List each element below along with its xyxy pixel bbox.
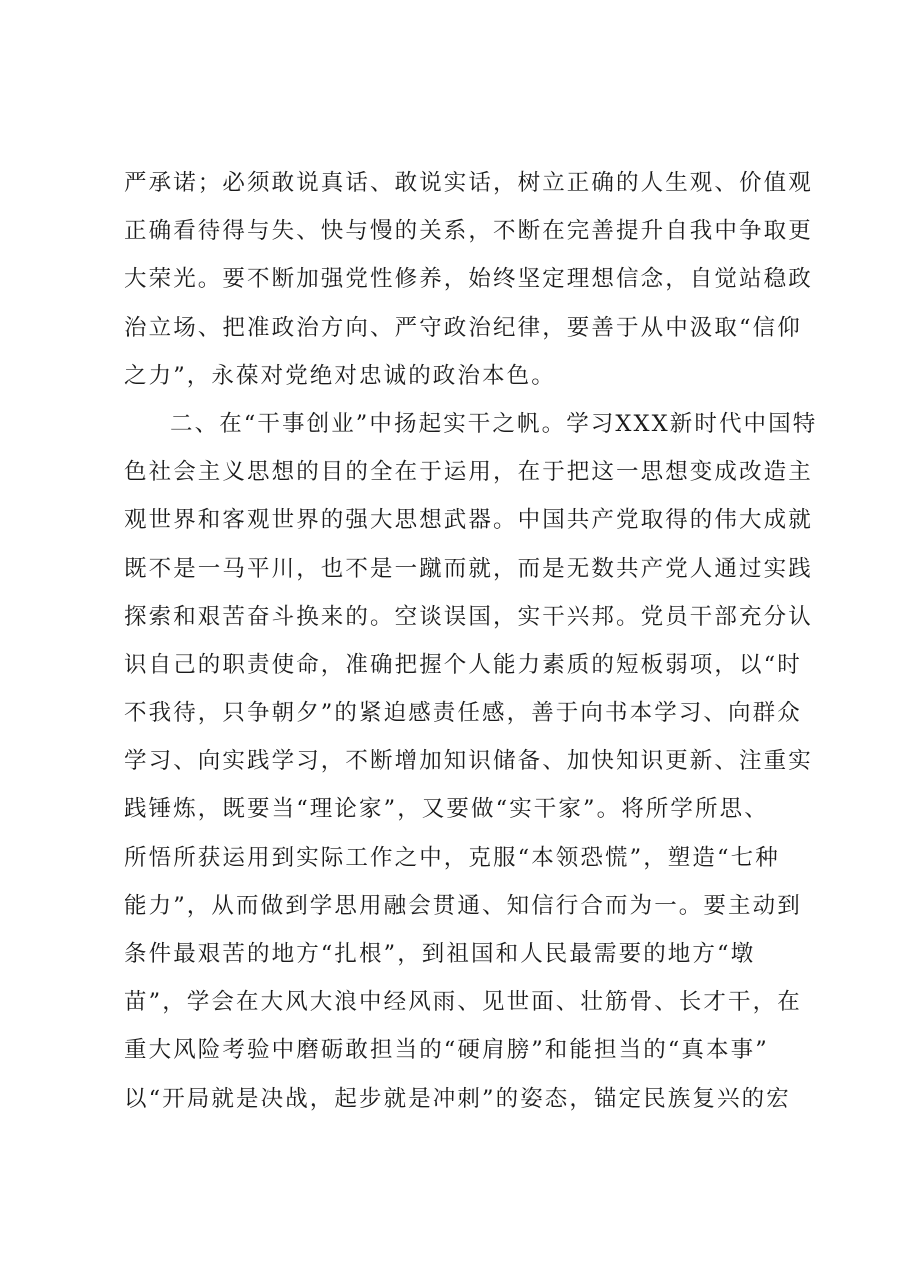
text-line: 不我待，只争朝夕”的紧迫感责任感，善于向书本学习、向群众 — [124, 700, 802, 727]
text-line: 治立场、把准政治方向、严守政治纪律，要善于从中汲取“信仰 — [124, 314, 802, 341]
text-line: 观世界和客观世界的强大思想武器。中国共产党取得的伟大成就 — [124, 507, 813, 534]
text-line: 苗”，学会在大风大浪中经风雨、见世面、壮筋骨、长才干，在 — [124, 989, 802, 1016]
text-line: 既不是一马平川，也不是一蹴而就，而是无数共产党人通过实践 — [124, 555, 813, 582]
text-line: 色社会主义思想的目的全在于运用，在于把这一思想变成改造主 — [124, 459, 813, 486]
text-line: 以“开局就是决战，起步就是冲刺”的姿态，锚定民族复兴的宏 — [124, 1085, 791, 1112]
text-line: 条件最艰苦的地方“扎根”，到祖国和人民最需要的地方“墩 — [124, 941, 756, 967]
text-line: 践锤炼，既要当“理论家”，又要做“实干家”。将所学所思、 — [124, 796, 769, 823]
text-line: 重大风险考验中磨砺敢担当的“硬肩膀”和能担当的“真本事” — [124, 1037, 769, 1064]
text-line: 探索和艰苦奋斗换来的。空谈误国，实干兴邦。党员干部充分认 — [124, 603, 813, 630]
text-line: 识自己的职责使命，准确把握个人能力素质的短板弱项，以“时 — [124, 651, 802, 678]
text-line: 学习、向实践学习，不断增加知识储备、加快知识更新、注重实 — [124, 748, 813, 775]
section-heading-line: 二、在“干事创业”中扬起实干之帆。学习XXX新时代中国特 — [170, 410, 818, 437]
text-line: 所悟所获运用到实际工作之中，克服“本领恐慌”，塑造“七种 — [124, 844, 780, 871]
text-line: 正确看待得与失、快与慢的关系，不断在完善提升自我中争取更 — [124, 218, 813, 245]
text-line: 能力”，从而做到学思用融会贯通、知信行合而为一。要主动到 — [124, 892, 802, 919]
text-line: 严承诺；必须敢说真话、敢说实话，树立正确的人生观、价值观 — [124, 170, 813, 196]
document-body — [124, 159, 818, 1123]
text-line: 之力”，永葆对党绝对忠诚的政治本色。 — [124, 362, 556, 389]
text-line: 大荣光。要不断加强党性修养，始终坚定理想信念，自觉站稳政 — [124, 266, 813, 293]
